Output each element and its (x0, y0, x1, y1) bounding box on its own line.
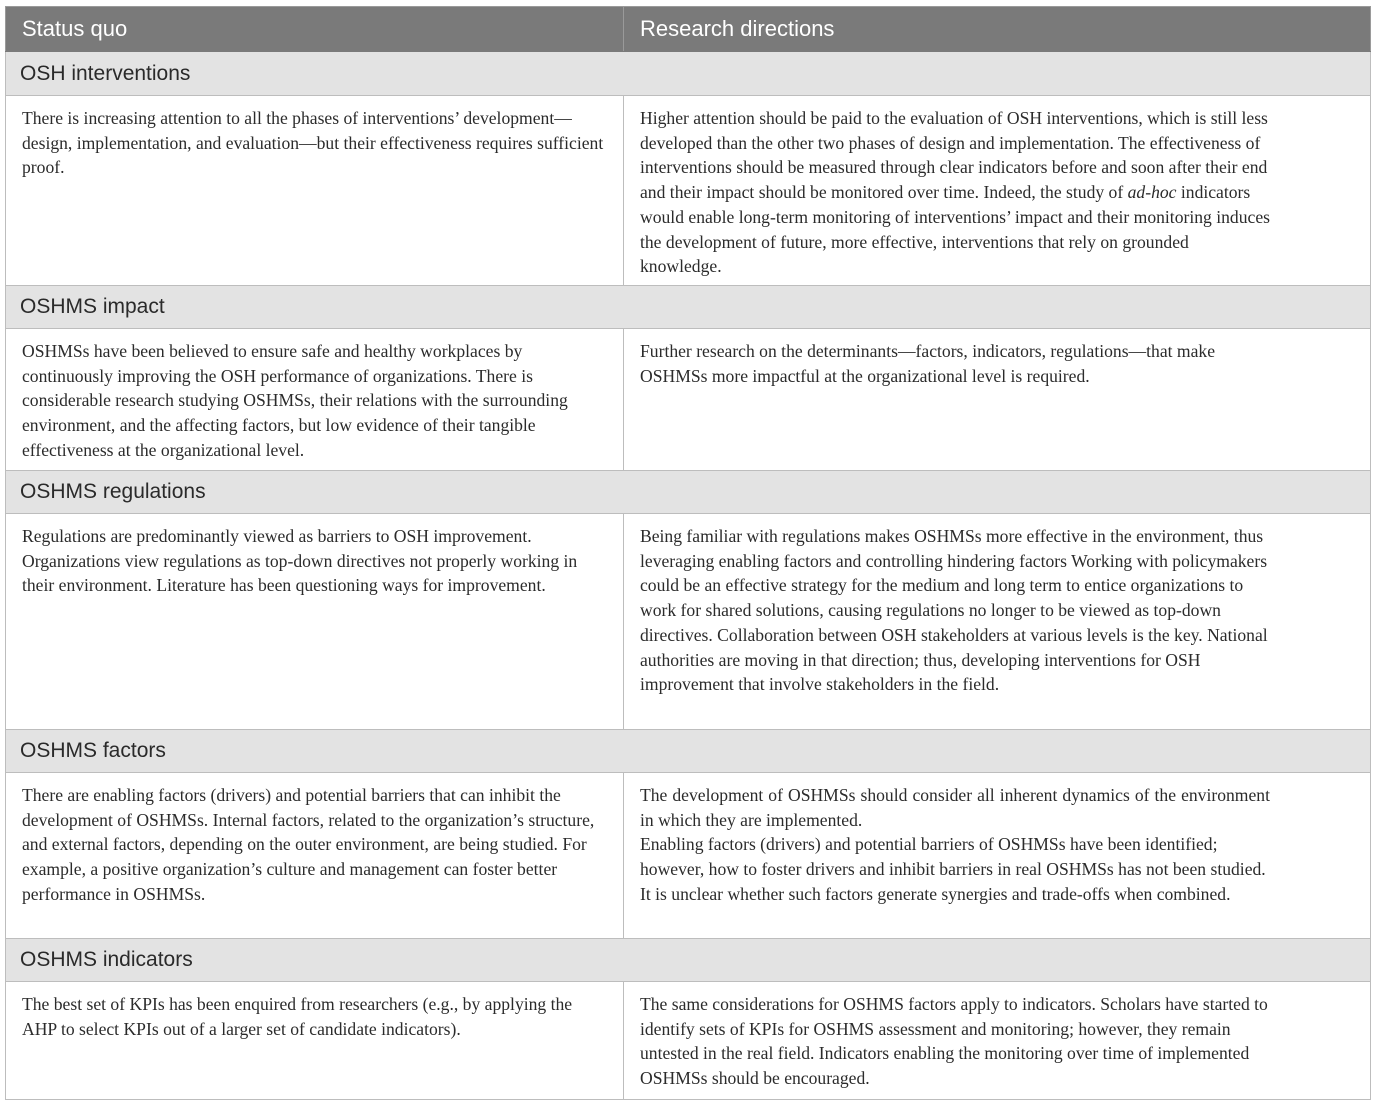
status-cell: There are enabling factors (drivers) and potential barriers that can inhibit the development of OSHMSs. Internal factors, related to the organization’s structure, and external factors, depending on the outer environment, are being studied. For example, a positive organization’s culture and management can foster better performance in OSHMSs. (6, 773, 624, 939)
status-cell: Regulations are predominantly viewed as barriers to OSH improvement. Organizations view regulations as top-down directives not properly working in their environment. Literature has been questioning ways for improvement. (6, 514, 624, 730)
section-row (6, 286, 1371, 329)
research-cell (624, 773, 1371, 939)
header-status-quo: Status quo (6, 7, 624, 52)
section-title: OSH interventions (6, 52, 1371, 96)
table-row (6, 773, 1371, 939)
research-paragraph: The development of OSHMSs should consider all inherent dynamics of the environment in which they are implemented. (640, 785, 1270, 830)
section-row (6, 730, 1371, 773)
research-cell (624, 96, 1371, 286)
section-row (6, 471, 1371, 514)
research-cell: The same considerations for OSHMS factors apply to indicators. Scholars have started to identify sets of KPIs for OSHMS assessment and monitoring; however, they remain untested in the real field. Indicators enabling the monitoring over time of implemented OSHMSs should be encouraged. (624, 982, 1371, 1100)
research-cell: Further research on the determinants—factors, indicators, regulations—that make OSHMSs more impactful at the organizational level is required. (624, 329, 1371, 471)
research-text-italic: ad-hoc (1127, 182, 1177, 203)
status-cell: OSHMSs have been believed to ensure safe and healthy workplaces by continuously improving the OSH performance of organizations. There is considerable research studying OSHMSs, their relations with the surrounding environment, and the affecting factors, but low evidence of their tangible effectiveness at the organizational level. (6, 329, 624, 471)
section-row (6, 939, 1371, 982)
research-text: indicators would enable long-term monitoring of interventions’ impact and their monitoring induces the development of future, more effective, interventions that rely on grounded knowledge. (640, 182, 1270, 277)
section-title: OSHMS factors (6, 730, 1371, 773)
table-row (6, 982, 1371, 1100)
section-title: OSHMS indicators (6, 939, 1371, 982)
table-row (6, 96, 1371, 286)
section-title: OSHMS impact (6, 286, 1371, 329)
header-row (6, 7, 1371, 52)
status-cell: There is increasing attention to all the phases of interventions’ development—design, implementation, and evaluation—but their effectiveness requires sufficient proof. (6, 96, 624, 286)
research-cell: Being familiar with regulations makes OSHMSs more effective in the environment, thus leveraging enabling factors and controlling hindering factors Working with policymakers could be an effective strategy for the medium and long term to entice organizations to work for shared solutions, causing regulations no longer to be viewed as top-down directives. Collaboration between OSH stakeholders at various levels is the key. National authorities are moving in that direction; thus, developing interventions for OSH improvement that involve stakeholders in the field. (624, 514, 1371, 730)
header-research-directions: Research directions (624, 7, 1371, 52)
table-row (6, 329, 1371, 471)
research-paragraph: Enabling factors (drivers) and potential barriers of OSHMSs have been identified; however, how to foster drivers and inhibit barriers in real OSHMSs has not been studied. It is unclear whether such factors generate synergies and trade-offs when combined. (640, 834, 1266, 904)
research-table (5, 6, 1371, 1100)
section-row (6, 52, 1371, 96)
section-title: OSHMS regulations (6, 471, 1371, 514)
status-cell: The best set of KPIs has been enquired from researchers (e.g., by applying the AHP to select KPIs out of a larger set of candidate indicators). (6, 982, 624, 1100)
table-row (6, 514, 1371, 730)
research-text: Higher attention should be paid to the evaluation of OSH interventions, which is still less developed than the other two phases of design and implementation. The effectiveness of interventions should be measured through clear indicators before and soon after their end and their impact should be monitored over time. Indeed, the study of (640, 108, 1268, 203)
